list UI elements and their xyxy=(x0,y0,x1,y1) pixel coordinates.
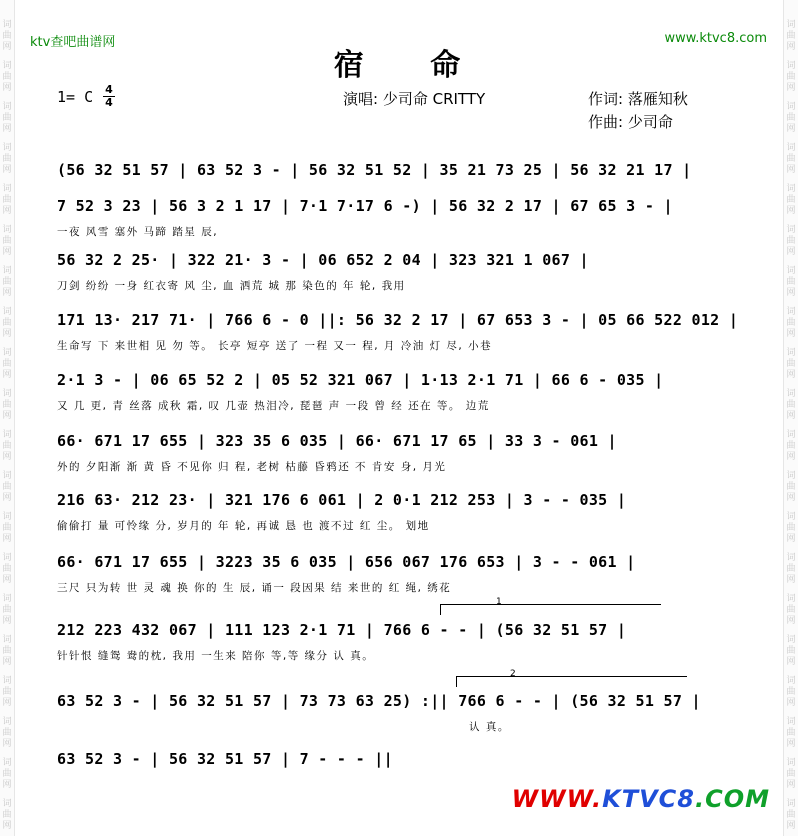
watermark-text: 词 曲 网 xyxy=(2,635,12,667)
song-title: 宿 命 xyxy=(333,48,489,83)
site-url-right: www.ktvc8.com xyxy=(664,31,767,46)
watermark-text: 词 曲 网 xyxy=(2,471,12,503)
lyrics: 又 几 更, 青 丝落 成秋 霜, 叹 几壶 热泪冷, 琵琶 声 一段 曾 经 还在 等。 边荒 xyxy=(57,400,490,412)
watermark-text: 词 曲 网 xyxy=(786,61,796,93)
score-line-1 xyxy=(57,161,738,188)
watermark-text: 词 曲 网 xyxy=(2,512,12,544)
watermark-text: 词 曲 网 xyxy=(786,512,796,544)
score-line-9 xyxy=(57,621,738,663)
volta-number: 2 xyxy=(510,669,516,679)
lyrics: 一夜 风雪 塞外 马蹄 踏星 辰, xyxy=(57,226,219,238)
watermark-text: 词 曲 网 xyxy=(786,20,796,52)
watermark-text: 词 曲 网 xyxy=(2,348,12,380)
score-line-6 xyxy=(57,432,738,474)
notation: 2·1 3 - | 06 65 52 2 | 05 52 321 067 | 1·13 2·1 71 | 66 6 - 035 | xyxy=(57,371,664,389)
watermark-text: 词 曲 网 xyxy=(786,758,796,790)
watermark-text: 词 曲 网 xyxy=(2,758,12,790)
logo-part-ktvc8: KTVC8 xyxy=(602,785,695,813)
score-line-11 xyxy=(57,750,738,768)
score-line-10 xyxy=(57,692,738,734)
watermark-text: 词 曲 网 xyxy=(786,635,796,667)
watermark-text: 词 曲 网 xyxy=(2,20,12,52)
volta-number: 1 xyxy=(496,597,502,607)
site-logo xyxy=(512,785,770,813)
lyrics: 认 真。 xyxy=(469,721,510,733)
key-signature: 1= C xyxy=(57,88,94,106)
score-line-8 xyxy=(57,553,738,595)
notation: 216 63· 212 23· | 321 176 6 061 | 2 0·1 212 253 | 3 - - 035 | xyxy=(57,491,627,509)
watermark-text: 词 曲 网 xyxy=(786,717,796,749)
notation: 56 32 2 25· | 322 21· 3 - | 06 652 2 04 | 323 321 1 067 | xyxy=(57,251,589,269)
lyricist-credit: 作词: 落雁知秋 xyxy=(588,90,688,108)
notation: 66· 671 17 655 | 323 35 6 035 | 66· 671 17 65 | 33 3 - 061 | xyxy=(57,432,617,450)
watermark-text: 词 曲 网 xyxy=(2,102,12,134)
watermark-text: 词 曲 网 xyxy=(2,594,12,626)
site-name-left: ktv查吧曲谱网 xyxy=(30,35,116,50)
notation: 7 52 3 23 | 56 3 2 1 17 | 7·1 7·17 6 -) | 56 32 2 17 | 67 65 3 - | xyxy=(57,197,673,215)
time-signature xyxy=(103,84,115,109)
watermark-text: 词 曲 网 xyxy=(786,266,796,298)
logo-part-com: .COM xyxy=(694,785,770,813)
notation: (56 32 51 57 | 63 52 3 - | 56 32 51 52 | 35 21 73 25 | 56 32 21 17 | xyxy=(57,161,692,179)
watermark-text: 词 曲 网 xyxy=(786,471,796,503)
watermark-text: 词 曲 网 xyxy=(786,594,796,626)
watermark-text: 词 曲 网 xyxy=(2,225,12,257)
lyrics: 外的 夕阳渐 渐 黄 昏 不见你 归 程, 老树 枯藤 昏鸦还 不 肯安 身, 月光 xyxy=(57,461,447,473)
score-line-3 xyxy=(57,251,738,293)
watermark-text: 词 曲 网 xyxy=(2,717,12,749)
score-line-2 xyxy=(57,197,738,239)
lyrics: 刀剑 纷纷 一身 红衣寄 风 尘, 血 洒荒 城 那 染色的 年 轮, 我用 xyxy=(57,280,406,292)
watermark-text: 词 曲 网 xyxy=(786,225,796,257)
logo-part-www: WWW. xyxy=(511,785,603,813)
time-signature-top: 4 xyxy=(103,84,115,97)
left-watermark-strip xyxy=(0,0,15,836)
notation: 63 52 3 - | 56 32 51 57 | 7 - - - || xyxy=(57,750,393,768)
watermark-text: 词 曲 网 xyxy=(2,307,12,339)
lyrics: 三尺 只为转 世 灵 魂 换 你的 生 辰, 诵一 段因果 结 来世的 红 绳, 绣花 xyxy=(57,582,452,594)
watermark-text: 词 曲 网 xyxy=(2,389,12,421)
watermark-text: 词 曲 网 xyxy=(786,307,796,339)
volta-bracket-2 xyxy=(456,669,687,687)
composer-credit: 作曲: 少司命 xyxy=(588,113,673,131)
watermark-text: 词 曲 网 xyxy=(2,61,12,93)
notation: 171 13· 217 71· | 766 6 - 0 ||: 56 32 2 17 | 67 653 3 - | 05 66 522 012 | xyxy=(57,311,739,329)
watermark-text: 词 曲 网 xyxy=(786,553,796,585)
volta-bracket-1 xyxy=(440,597,661,615)
watermark-text: 词 曲 网 xyxy=(786,799,796,831)
watermark-text: 词 曲 网 xyxy=(786,348,796,380)
score-line-4 xyxy=(57,311,738,353)
watermark-text: 词 曲 网 xyxy=(786,430,796,462)
watermark-text: 词 曲 网 xyxy=(786,184,796,216)
watermark-text: 词 曲 网 xyxy=(786,389,796,421)
watermark-text: 词 曲 网 xyxy=(2,266,12,298)
notation: 212 223 432 067 | 111 123 2·1 71 | 766 6 - - | (56 32 51 57 | xyxy=(57,621,627,639)
notation: 63 52 3 - | 56 32 51 57 | 73 73 63 25) :|| 766 6 - - | (56 32 51 57 | xyxy=(57,692,701,710)
watermark-text: 词 曲 网 xyxy=(2,143,12,175)
watermark-text: 词 曲 网 xyxy=(2,184,12,216)
score-line-7 xyxy=(57,491,738,533)
watermark-text: 词 曲 网 xyxy=(786,143,796,175)
watermark-text: 词 曲 网 xyxy=(786,676,796,708)
right-watermark-strip xyxy=(783,0,798,836)
watermark-text: 词 曲 网 xyxy=(786,102,796,134)
watermark-text: 词 曲 网 xyxy=(2,676,12,708)
singer-credit: 演唱: 少司命 CRITTY xyxy=(343,90,486,108)
score-line-5 xyxy=(57,371,738,413)
watermark-text: 词 曲 网 xyxy=(2,799,12,831)
watermark-text: 词 曲 网 xyxy=(2,553,12,585)
lyrics: 偷偷打 量 可怜缘 分, 岁月的 年 轮, 再诚 恳 也 渡不过 红 尘。 划地 xyxy=(57,520,430,532)
lyrics: 针针恨 缝鸳 鸯的枕, 我用 一生来 陪你 等,等 缘分 认 真。 xyxy=(57,650,375,662)
watermark-text: 词 曲 网 xyxy=(2,430,12,462)
lyrics: 生命写 下 来世相 见 勿 等。 长亭 短亭 送了 一程 又一 程, 月 冷油 灯 尽, 小巷 xyxy=(57,340,493,352)
time-signature-bottom: 4 xyxy=(105,96,113,109)
notation: 66· 671 17 655 | 3223 35 6 035 | 656 067 176 653 | 3 - - 061 | xyxy=(57,553,636,571)
